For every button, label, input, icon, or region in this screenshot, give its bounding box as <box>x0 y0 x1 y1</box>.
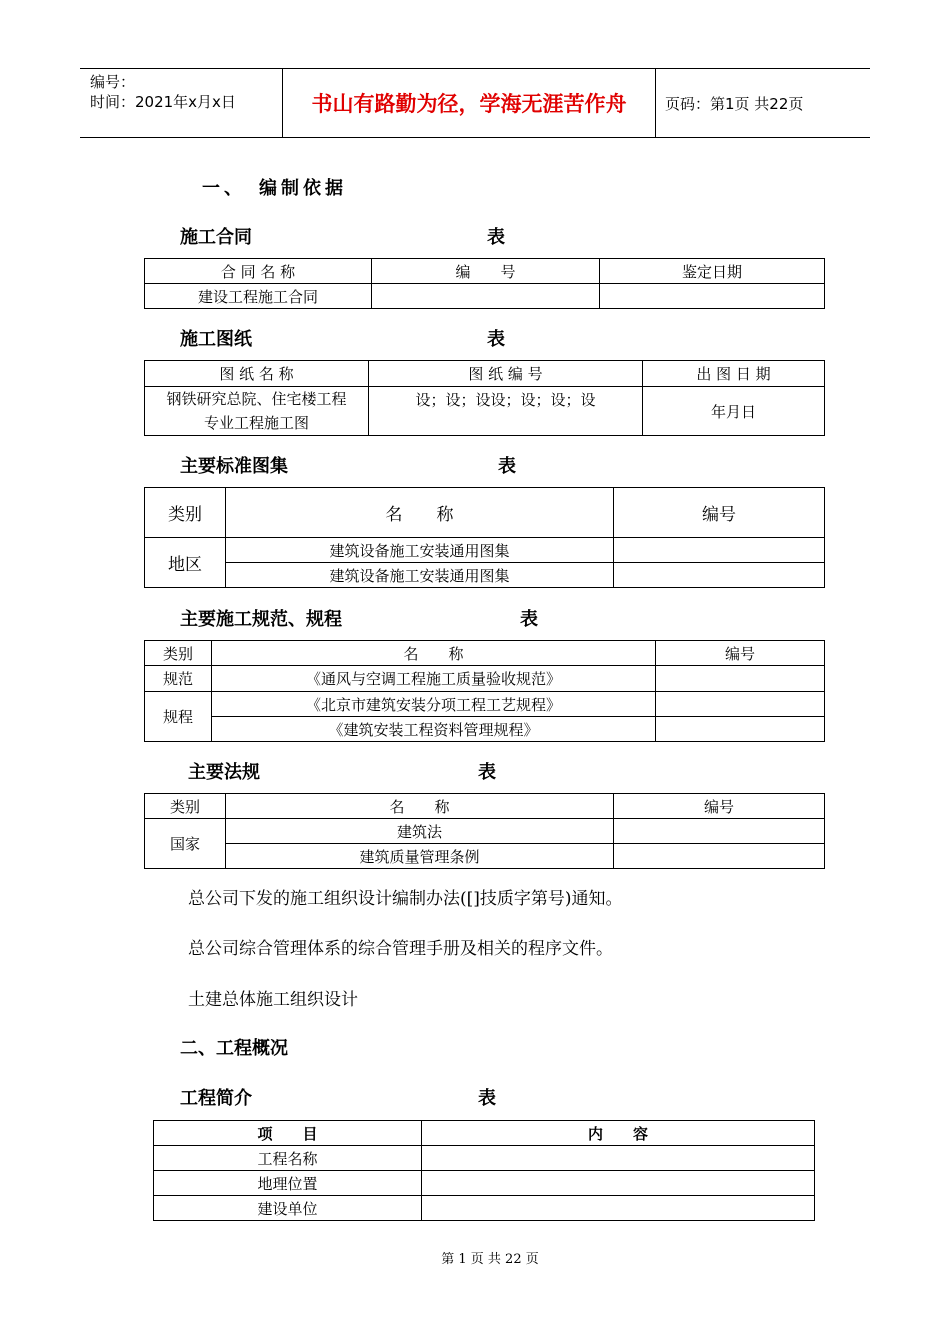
table-header-row <box>145 361 825 387</box>
table-cell: 建设单位 <box>154 1196 422 1221</box>
paragraph: 总公司综合管理体系的综合管理手册及相关的程序文件。 <box>188 939 613 959</box>
table-cell <box>422 1196 815 1221</box>
header-cell: 类别 <box>145 641 212 666</box>
section2-title: 二、工程概况 <box>180 1038 288 1059</box>
table-row <box>145 717 825 742</box>
header-cell: 编号 <box>656 641 825 666</box>
number-label: 编号： <box>90 73 136 91</box>
table-cell <box>614 563 825 588</box>
table-cell: 建筑质量管理条例 <box>226 844 614 869</box>
table-cell: 建设工程施工合同 <box>145 284 372 309</box>
table-cell <box>656 692 825 717</box>
page-header <box>80 68 870 138</box>
header-cell: 名 称 <box>226 794 614 819</box>
header-right <box>655 69 870 137</box>
table-cell: 建筑设备施工安装通用图集 <box>226 538 614 563</box>
table-cell <box>614 819 825 844</box>
table-cell: 建筑设备施工安装通用图集 <box>226 563 614 588</box>
table-cell <box>656 717 825 742</box>
atlas-title-suffix: 表 <box>498 456 516 477</box>
drawings-title-suffix: 表 <box>487 329 505 350</box>
contract-table <box>144 258 825 309</box>
specs-title: 主要施工规范、规程 <box>180 609 342 630</box>
table-header-row <box>145 259 825 284</box>
table-row <box>145 692 825 717</box>
contract-title-suffix: 表 <box>487 227 505 248</box>
overview-table <box>153 1120 815 1221</box>
overview-title-suffix: 表 <box>478 1088 496 1109</box>
table-row <box>154 1146 815 1171</box>
paragraph: 总公司下发的施工组织设计编制办法([]技质字第号)通知。 <box>188 889 623 909</box>
table-cell <box>422 1146 815 1171</box>
table-header-row <box>145 641 825 666</box>
table-cell <box>656 666 825 692</box>
drawing-code-cell: 设；设；设设；设；设；设 <box>369 387 643 436</box>
table-row <box>145 666 825 692</box>
header-cell: 图 纸 编 号 <box>369 361 643 387</box>
drawing-name-cell <box>145 387 369 436</box>
page-footer: 第 1 页 共 22 页 <box>441 1252 539 1267</box>
table-cell <box>600 284 825 309</box>
header-cell: 编号 <box>614 794 825 819</box>
table-row <box>145 538 825 563</box>
header-cell: 内 容 <box>422 1121 815 1146</box>
atlas-title: 主要标准图集 <box>180 456 288 477</box>
category-cell: 地区 <box>145 538 226 588</box>
header-center <box>282 69 656 137</box>
overview-title: 工程简介 <box>180 1088 252 1109</box>
drawing-name-line2: 专业工程施工图 <box>203 414 309 432</box>
table-row <box>145 844 825 869</box>
header-cell: 鉴定日期 <box>600 259 825 284</box>
table-cell: 《北京市建筑安装分项工程工艺规程》 <box>212 692 656 717</box>
paragraph: 土建总体施工组织设计 <box>188 990 358 1010</box>
table-cell: 建筑法 <box>226 819 614 844</box>
category-cell: 规程 <box>145 692 212 742</box>
table-row <box>145 284 825 309</box>
contract-title: 施工合同 <box>180 227 252 248</box>
page-info: 页码：第1页 共22页 <box>665 94 804 113</box>
header-cell: 名 称 <box>226 488 614 538</box>
table-cell: 工程名称 <box>154 1146 422 1171</box>
table-row <box>145 387 825 436</box>
header-cell: 编 号 <box>372 259 600 284</box>
table-header-row <box>145 794 825 819</box>
header-cell: 图 纸 名 称 <box>145 361 369 387</box>
header-cell: 类别 <box>145 488 226 538</box>
table-cell <box>614 844 825 869</box>
section1-title: 一、 编制依据 <box>202 178 347 199</box>
category-cell: 国家 <box>145 819 226 869</box>
category-cell: 规范 <box>145 666 212 692</box>
specs-title-suffix: 表 <box>520 609 538 630</box>
table-header-row <box>154 1121 815 1146</box>
table-cell <box>372 284 600 309</box>
header-cell: 项 目 <box>154 1121 422 1146</box>
motto: 书山有路勤为径，学海无涯苦作舟 <box>311 92 627 116</box>
header-cell: 合 同 名 称 <box>145 259 372 284</box>
header-cell: 类别 <box>145 794 226 819</box>
laws-title-suffix: 表 <box>478 762 496 783</box>
drawing-name-line1: 钢铁研究总院、住宅楼工程 <box>166 390 347 408</box>
specs-table <box>144 640 825 742</box>
time-label: 时间：2021年x月x日 <box>90 93 236 111</box>
table-cell: 《建筑安装工程资料管理规程》 <box>212 717 656 742</box>
table-cell <box>614 538 825 563</box>
table-cell: 地理位置 <box>154 1171 422 1196</box>
table-cell: 《通风与空调工程施工质量验收规范》 <box>212 666 656 692</box>
drawings-table <box>144 360 825 436</box>
table-cell <box>422 1171 815 1196</box>
table-row <box>154 1171 815 1196</box>
atlas-table <box>144 487 825 588</box>
header-cell: 出 图 日 期 <box>643 361 825 387</box>
table-row <box>145 819 825 844</box>
header-cell: 编号 <box>614 488 825 538</box>
table-row <box>154 1196 815 1221</box>
header-left <box>80 69 282 137</box>
laws-table <box>144 793 825 869</box>
table-row <box>145 563 825 588</box>
header-cell: 名 称 <box>212 641 656 666</box>
laws-title: 主要法规 <box>188 762 260 783</box>
drawing-date-cell: 年月日 <box>643 387 825 436</box>
drawings-title: 施工图纸 <box>180 329 252 350</box>
table-header-row <box>145 488 825 538</box>
